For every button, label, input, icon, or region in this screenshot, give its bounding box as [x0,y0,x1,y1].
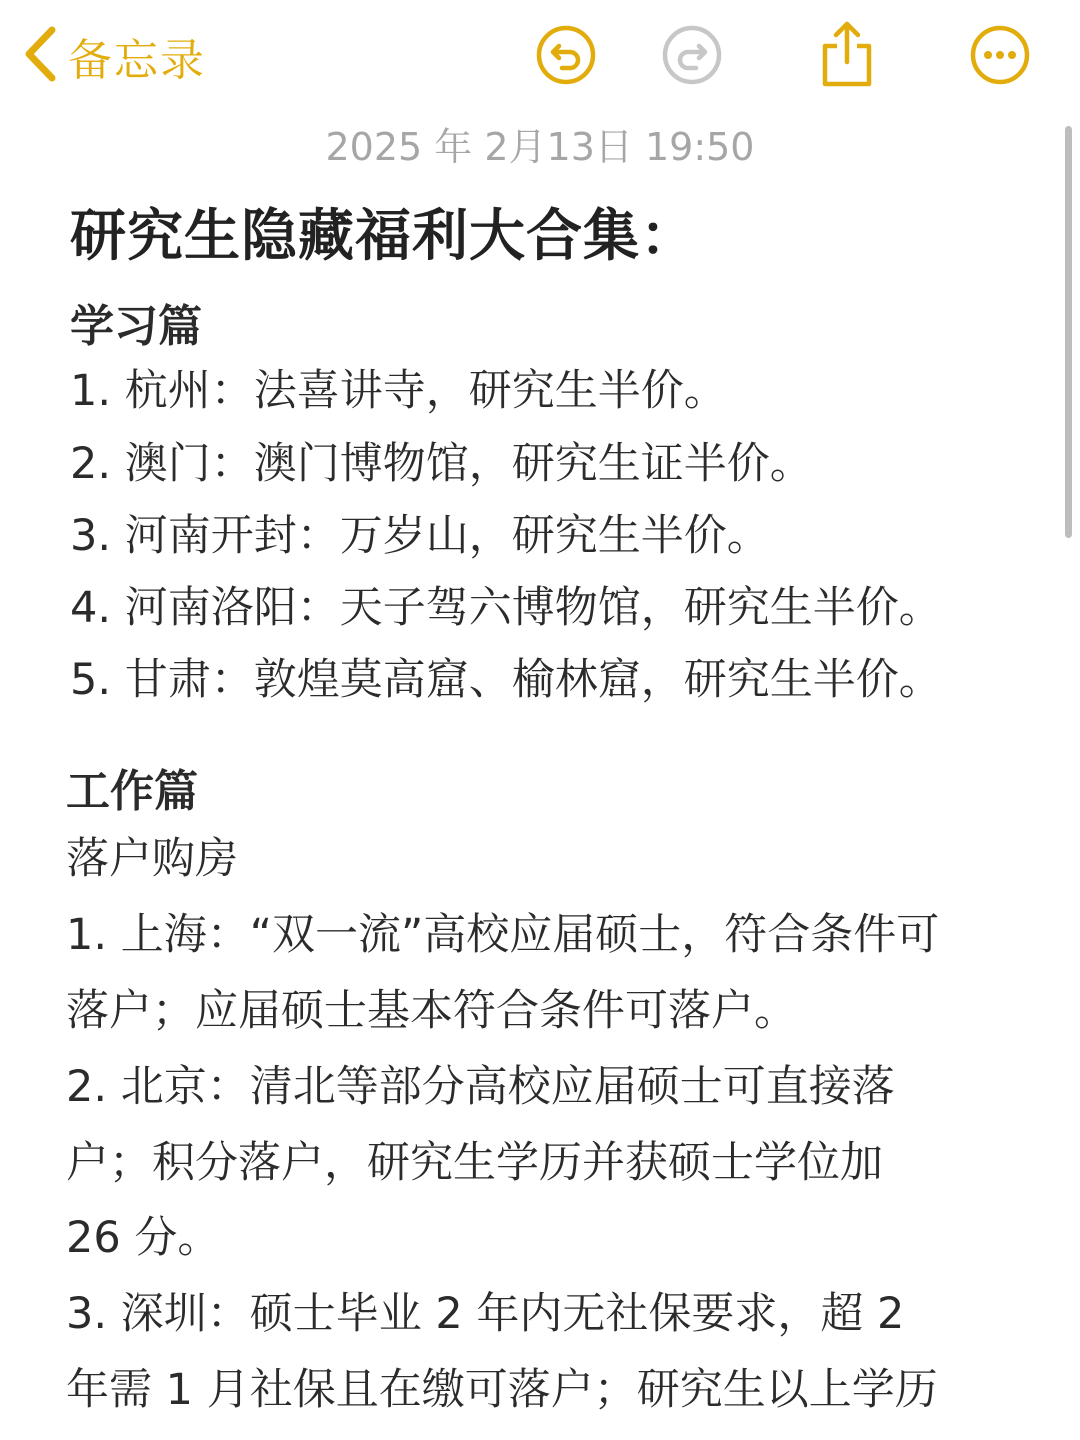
toolbar [0,0,1080,112]
study-heading: 学习篇 [70,301,202,352]
note-title: 研究生隐藏福利大合集： [70,204,697,269]
list-item: 4. 河南洛阳：天子驾六博物馆，研究生半价。 [70,583,942,633]
text-line: 2. 北京：清北等部分高校应届硕士可直接落 [66,1062,895,1112]
redo-icon [661,24,723,90]
share-button[interactable] [816,20,878,92]
text-line: 26 分。 [66,1213,221,1263]
text-line: 落户；应届硕士基本符合条件可落户。 [66,986,797,1036]
undo-button[interactable] [535,26,597,88]
back-label: 备忘录 [68,35,206,86]
list-item: 3. 河南开封：万岁山，研究生半价。 [70,511,770,561]
more-icon [969,24,1031,90]
list-item: 5. 甘肃：敦煌莫高窟、榆林窟，研究生半价。 [70,655,942,705]
redo-button[interactable] [661,26,723,88]
text-line: 1. 上海：“双一流”高校应届硕士，符合条件可 [66,910,940,960]
work-heading: 工作篇 [66,766,198,817]
more-button[interactable] [969,26,1031,88]
undo-icon [535,24,597,90]
list-item: 1. 杭州：法喜讲寺，研究生半价。 [70,366,727,416]
text-line: 户；积分落户，研究生学历并获硕士学位加 [66,1138,883,1188]
text-line: 年需 1 月社保且在缴可落户；研究生以上学历 [66,1365,938,1415]
chevron-left-icon [22,26,58,86]
work-subheading: 落户购房 [66,834,238,884]
text-line: 3. 深圳：硕士毕业 2 年内无社保要求，超 2 [66,1289,905,1339]
list-item: 2. 澳门：澳门博物馆，研究生证半价。 [70,439,813,489]
note-timestamp: 2025 年 2月13日 19:50 [325,125,755,169]
share-icon [817,18,877,94]
back-button[interactable] [22,26,206,86]
scrollbar[interactable] [1065,126,1072,538]
